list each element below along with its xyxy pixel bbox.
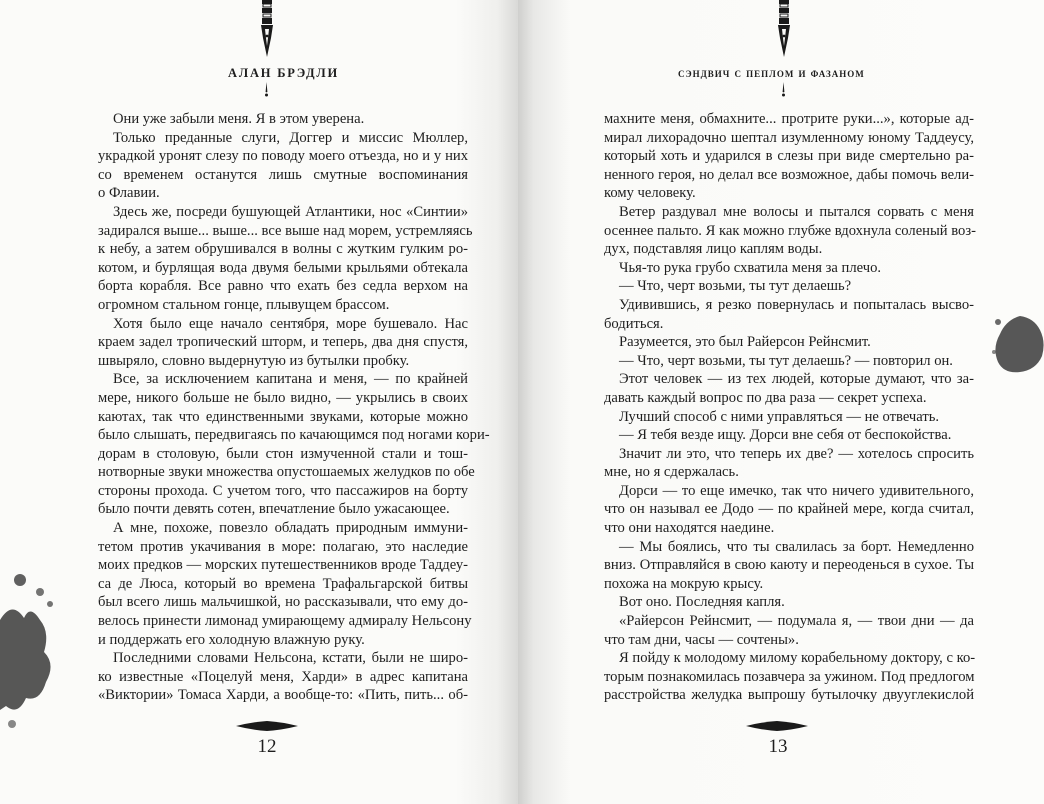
text-line: мере, никого больше не было видно, — укрылись в своих: [98, 389, 468, 406]
text-line: стороны прохода. С учетом того, что пассажиров на борту: [98, 482, 468, 499]
text-line: к небу, а затем обрушивался в волны с жутким гулким ро-: [98, 241, 468, 258]
text-line: что они находятся наедине.: [604, 520, 775, 537]
left-page-text: [98, 110, 490, 705]
running-head-title: сэндвич с пеплом и фазаном: [678, 66, 865, 80]
text-line: задирался выше... выше... все выше над морем, устремляясь: [98, 222, 473, 239]
text-line: Только преданные слуги, Доггер и миссис Мюллер,: [113, 129, 468, 146]
text-line: Ветер раздувал мне волосы и пытался сорвать с меня: [619, 203, 974, 220]
text-line: котом, и бурлящая вода двумя белыми крыльями обтекала: [98, 259, 468, 276]
text-line: тетом против укачивания в море: полагаю, это наследие: [98, 538, 468, 555]
text-line: расстройства желудка выпрошу бутылочку двууглекислой: [604, 687, 974, 704]
text-line: краем задел тропический шторм, и теперь, два дня спустя,: [98, 334, 468, 351]
text-line: борта корабля. Все равно что ехать без седла верхом на: [98, 278, 468, 295]
text-line: Дорси — то еще имечко, так что ничего удивительного,: [619, 482, 974, 499]
text-line: Все, за исключением капитана и меня, — по крайней: [113, 371, 468, 388]
text-line: дорам в столовую, были стон измученной стали и тош-: [98, 445, 468, 462]
text-line: со временем останутся лишь смутные воспоминания: [98, 166, 468, 183]
text-line: вниз. Отправляйся в свою каюту и переоденься в сухое. Ты: [604, 557, 974, 574]
text-line: Вот оно. Последняя капля.: [619, 594, 785, 611]
text-line: — Я тебя везде ищу. Дорси вне себя от беспокойства.: [619, 427, 952, 444]
text-line: швыряло, словно выдернутую из бутылки пробку.: [98, 352, 410, 369]
text-line: дух, подставляя лицо каплям воды.: [604, 241, 823, 258]
text-line: нотворные звуки множества опустошаемых желудков по обе: [98, 464, 475, 481]
text-line: Значит ли это, что теперь их две? — хотелось спросить: [619, 445, 974, 462]
text-line: Этот человек — из тех людей, которые думают, что за-: [619, 371, 974, 388]
text-line: — Мы боялись, что ты свалилась за борт. Немедленно: [619, 538, 974, 555]
text-line: велось принести лимонад умирающему адмиралу Нельсону: [98, 613, 472, 630]
folio-ornament-icon: [746, 721, 808, 731]
text-line: «Виктории» Томаса Харди, а вообще-то: «Пить, пить... об-: [98, 687, 468, 704]
text-line: и поддержать его холодную влажную руку.: [98, 631, 365, 648]
text-line: бодиться.: [604, 315, 664, 332]
text-line: давать каждый вопрос по два раза — секрет успеха.: [604, 389, 927, 406]
text-line: — Что, черт возьми, ты тут делаешь?: [619, 278, 852, 295]
text-line: Здесь же, посреди бушующей Атлантики, нос «Синтии»: [113, 203, 468, 220]
text-line: — Что, черт возьми, ты тут делаешь? — повторил он.: [619, 352, 953, 369]
drip-mark-icon: [265, 82, 268, 98]
ink-blot-icon: [990, 312, 1044, 376]
text-line: Лучший способ с ними управляться — не отвечать.: [619, 408, 940, 425]
text-line: са де Люса, который во времена Трафальгарской битвы: [98, 575, 468, 592]
right-page-text: [604, 110, 974, 705]
text-line: Последними словами Нельсона, кстати, были не широ-: [113, 650, 468, 667]
folio-ornament-icon: [236, 721, 298, 731]
text-line: был всего лишь мальчишкой, но рассказывали, что ему до-: [98, 594, 468, 611]
text-line: осеннее пальто. Я как можно глубже вдохнула соленый воз-: [604, 222, 976, 239]
text-line: каютах, так что единственными звуками, которые можно: [98, 408, 468, 425]
text-line: Они уже забыли меня. Я в этом уверена.: [113, 111, 365, 127]
text-line: похожа на мокрую крысу.: [604, 575, 764, 592]
pen-nib-ornament-icon: [775, 0, 793, 58]
text-line: моих предков — морских путешественников вроде Таддеу-: [98, 557, 468, 574]
text-line: Удивившись, я резко повернулась и попыталась высво-: [619, 296, 974, 313]
text-line: что он называл ее Додо — по крайней мере, когда считал,: [604, 501, 974, 518]
text-line: было слышать, передвигаясь по качающимся под ногами кори-: [98, 427, 490, 444]
right-page: [518, 0, 1044, 804]
text-line: ненного героя, но делал все возможное, дабы помочь вели-: [604, 166, 974, 183]
text-line: мирал лихорадочно шептал изумленному юному Таддеусу,: [604, 129, 974, 146]
text-line: А мне, похоже, повезло обладать природным иммуни-: [113, 520, 468, 537]
text-line: Хотя было еще начало сентября, море бушевало. Нас: [113, 315, 468, 332]
page-number-left: 12: [257, 736, 277, 757]
drip-mark-icon: [782, 82, 785, 98]
text-line: что там дни, часы — сочтены».: [604, 631, 799, 648]
text-line: Разумеется, это был Райерсон Рейнсмит.: [619, 334, 871, 351]
text-line: Чья-то рука грубо схватила меня за плечо.: [619, 259, 882, 276]
text-line: мне, но я сдержалась.: [604, 464, 739, 481]
running-head-author: АЛАН БРЭДЛИ: [228, 66, 339, 80]
left-page: [0, 0, 518, 804]
text-line: украдкой уронят слезу по поводу моего отъезда, но и у них: [98, 148, 468, 165]
text-line: кому человеку.: [604, 185, 696, 202]
text-line: было почти девять сотен, впечатление было ужасающее.: [98, 501, 450, 518]
text-line: махните меня, обмахните... протрите руки...», которые ад-: [604, 111, 974, 127]
pen-nib-ornament-icon: [258, 0, 276, 58]
text-line: торым познакомилась позавчера за ужином. Под предлогом: [604, 668, 975, 685]
text-line: Я пойду к молодому милому корабельному доктору, с ко-: [619, 650, 976, 667]
text-line: «Райерсон Рейнсмит, — подумала я, — твои дни — да: [619, 613, 974, 630]
text-line: огромном стальном гонце, плывущем брассом.: [98, 296, 390, 313]
ink-blot-icon: [0, 560, 62, 730]
text-line: который хоть и ударился в слезы при виде смертельно ра-: [604, 148, 974, 165]
text-line: ко известные «Поцелуй меня, Харди» в адрес капитана: [98, 668, 468, 685]
page-number-right: 13: [768, 736, 788, 757]
text-line: о Флавии.: [98, 185, 160, 202]
